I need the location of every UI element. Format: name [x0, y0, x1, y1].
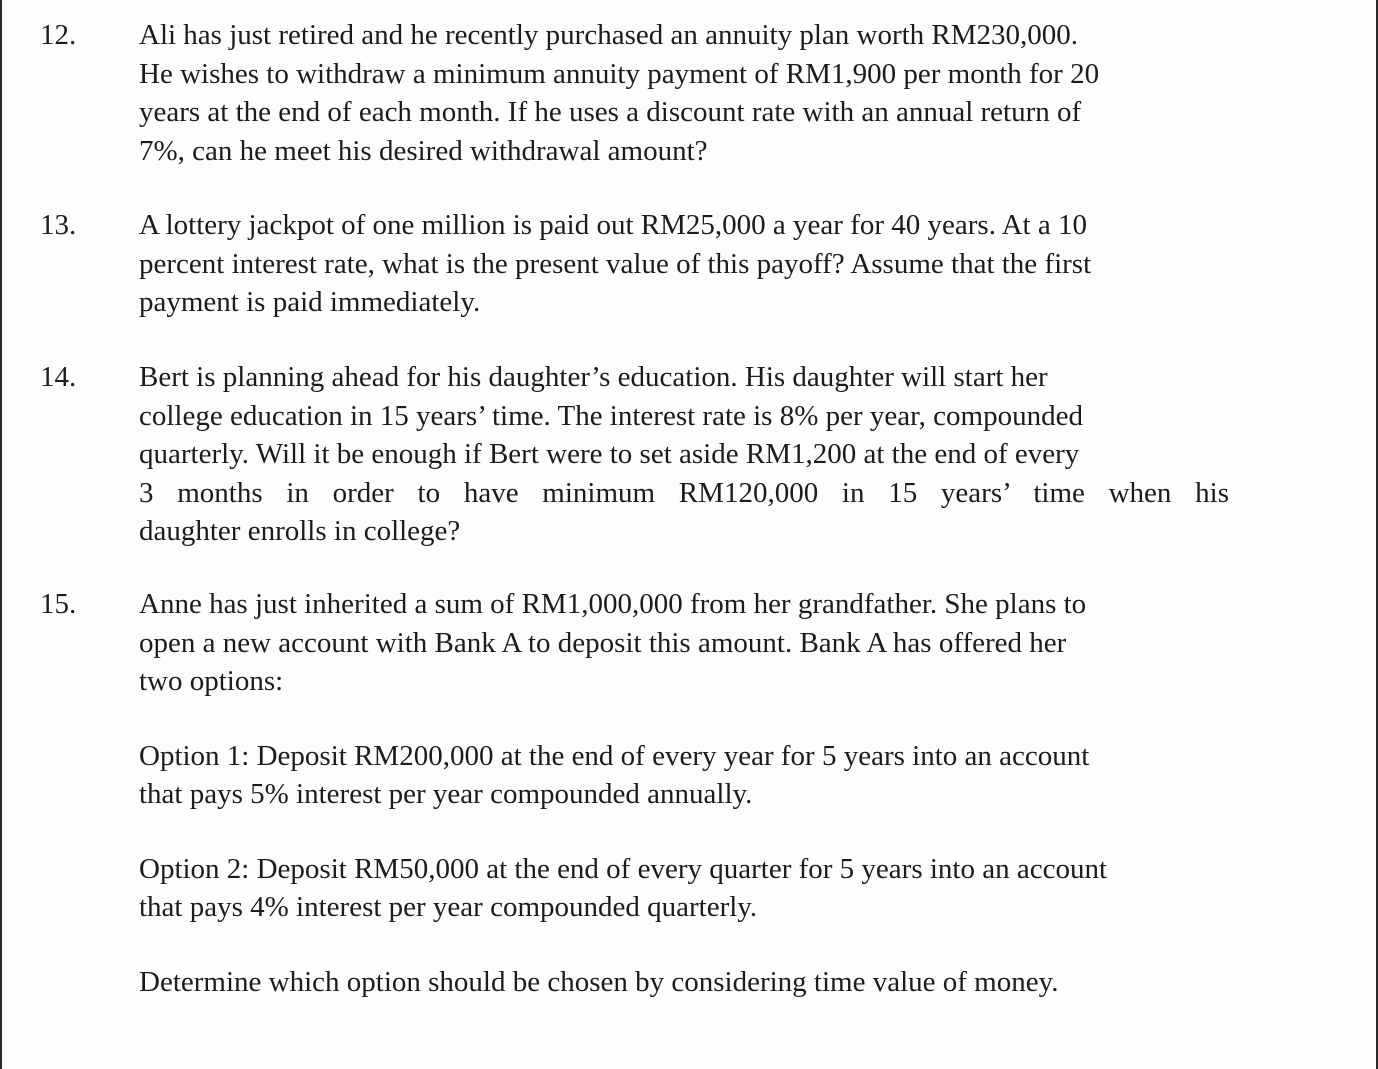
question-number: 14.	[40, 361, 77, 393]
text-line: payment is paid immediately.	[139, 286, 481, 318]
question-text	[139, 585, 1229, 1001]
text-line: He wishes to withdraw a minimum annuity payment of RM1,900 per month for 20	[139, 57, 1100, 90]
text-line: Bert is planning ahead for his daughter’s education. His daughter will start her	[139, 361, 1048, 393]
question-text	[139, 206, 1229, 322]
text-line: Option 1: Deposit RM200,000 at the end of every year for 5 years into an account	[139, 739, 1090, 772]
text-line: that pays 4% interest per year compounded quarterly.	[139, 891, 758, 923]
text-line: two options:	[139, 665, 284, 697]
question-text	[139, 358, 1229, 551]
option-2-paragraph	[139, 850, 1229, 927]
text-line: daughter enrolls in college?	[139, 515, 461, 547]
text-line: years at the end of each month. If he uses a discount rate with an annual return of	[139, 96, 1082, 128]
text-line: Ali has just retired and he recently purchased an annuity plan worth RM230,000.	[139, 19, 1079, 51]
text-line: that pays 5% interest per year compounded annually.	[139, 778, 753, 810]
option-1-paragraph	[139, 737, 1229, 814]
text-line: Option 2: Deposit RM50,000 at the end of every quarter for 5 years into an account	[139, 852, 1108, 885]
question-number: 15.	[40, 588, 77, 620]
text-line: percent interest rate, what is the present value of this payoff? Assume that the first	[139, 247, 1092, 280]
question-number: 12.	[40, 19, 77, 51]
text-line: college education in 15 years’ time. The interest rate is 8% per year, compounded	[139, 399, 1083, 432]
closing-paragraph	[139, 963, 1229, 1002]
text-line: 7%, can he meet his desired withdrawal amount?	[139, 134, 708, 167]
text-line: Anne has just inherited a sum of RM1,000,000 from her grandfather. She plans to	[139, 588, 1087, 620]
question-text	[139, 16, 1229, 170]
text-line: quarterly. Will it be enough if Bert were to set aside RM1,200 at the end of every	[139, 438, 1080, 470]
text-line: A lottery jackpot of one million is paid out RM25,000 a year for 40 years. At a 10	[139, 209, 1087, 241]
text-line: open a new account with Bank A to deposit this amount. Bank A has offered her	[139, 626, 1067, 659]
text-line: 3 months in order to have minimum RM120,000 in 15 years’ time when his	[139, 476, 1229, 509]
question-number: 13.	[40, 209, 77, 241]
text-line: Determine which option should be chosen by considering time value of money.	[139, 965, 1059, 998]
